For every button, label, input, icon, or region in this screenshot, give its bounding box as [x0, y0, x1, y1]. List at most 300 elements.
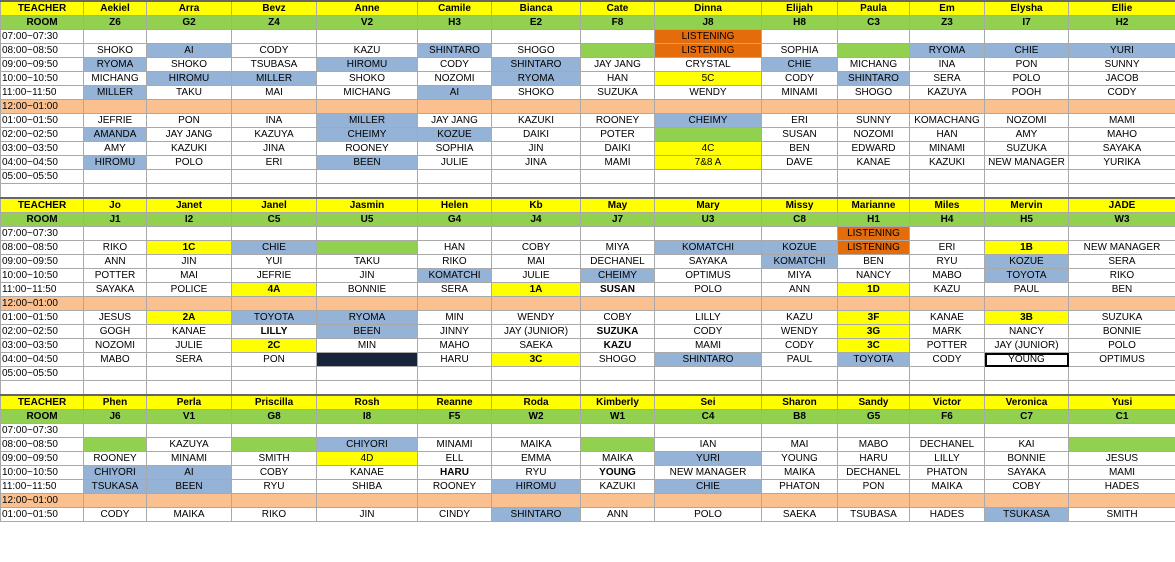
- class-cell[interactable]: [581, 30, 655, 44]
- class-cell[interactable]: RIKO: [84, 241, 147, 255]
- time-slot-cell[interactable]: 11:00~11:50: [1, 86, 84, 100]
- room-cell[interactable]: B8: [762, 410, 838, 424]
- lunch-cell[interactable]: [147, 297, 232, 311]
- class-cell[interactable]: NEW MANAGER: [655, 466, 762, 480]
- class-cell[interactable]: KAZUKI: [910, 156, 985, 170]
- time-slot-cell[interactable]: 09:00~09:50: [1, 58, 84, 72]
- class-cell[interactable]: KOMATCHI: [762, 255, 838, 269]
- class-cell[interactable]: MAHO: [1069, 128, 1175, 142]
- lunch-cell[interactable]: [581, 494, 655, 508]
- time-slot-cell[interactable]: [1, 184, 84, 199]
- class-cell[interactable]: [655, 184, 762, 199]
- class-cell[interactable]: CRYSTAL: [655, 58, 762, 72]
- time-slot-cell[interactable]: 04:00~04:50: [1, 353, 84, 367]
- lunch-cell[interactable]: [762, 100, 838, 114]
- class-cell[interactable]: 1B: [985, 241, 1069, 255]
- class-cell[interactable]: PON: [147, 114, 232, 128]
- class-cell[interactable]: YUI: [232, 255, 317, 269]
- class-cell[interactable]: MAI: [147, 269, 232, 283]
- class-cell[interactable]: ROONEY: [418, 480, 492, 494]
- class-cell[interactable]: [581, 184, 655, 199]
- class-cell[interactable]: SUNNY: [1069, 58, 1175, 72]
- class-cell[interactable]: POLO: [655, 508, 762, 522]
- room-header-cell[interactable]: ROOM: [1, 16, 84, 30]
- class-cell[interactable]: [910, 170, 985, 184]
- time-slot-cell[interactable]: 10:00~10:50: [1, 466, 84, 480]
- class-cell[interactable]: AI: [147, 44, 232, 58]
- class-cell[interactable]: [147, 184, 232, 199]
- class-cell[interactable]: CODY: [762, 339, 838, 353]
- class-cell[interactable]: LISTENING: [655, 44, 762, 58]
- class-cell[interactable]: [492, 424, 581, 438]
- class-cell[interactable]: KAZUKI: [581, 480, 655, 494]
- class-cell[interactable]: SHINTARO: [492, 58, 581, 72]
- room-cell[interactable]: J6: [84, 410, 147, 424]
- class-cell[interactable]: [317, 30, 418, 44]
- class-cell[interactable]: 1D: [838, 283, 910, 297]
- class-cell[interactable]: JAY (JUNIOR): [985, 339, 1069, 353]
- class-cell[interactable]: [985, 367, 1069, 381]
- teacher-cell[interactable]: Anne: [317, 1, 418, 16]
- class-cell[interactable]: KANAE: [317, 466, 418, 480]
- teacher-cell[interactable]: Em: [910, 1, 985, 16]
- class-cell[interactable]: LILLY: [232, 325, 317, 339]
- class-cell[interactable]: NOZOMI: [838, 128, 910, 142]
- time-slot-cell[interactable]: 05:00~05:50: [1, 367, 84, 381]
- room-cell[interactable]: H5: [985, 213, 1069, 227]
- class-cell[interactable]: ERI: [232, 156, 317, 170]
- class-cell[interactable]: RIKO: [418, 255, 492, 269]
- class-cell[interactable]: [581, 381, 655, 396]
- class-cell[interactable]: [418, 227, 492, 241]
- class-cell[interactable]: PON: [985, 58, 1069, 72]
- time-slot-cell[interactable]: 11:00~11:50: [1, 283, 84, 297]
- class-cell[interactable]: [84, 30, 147, 44]
- class-cell[interactable]: JEFRIE: [84, 114, 147, 128]
- class-cell[interactable]: [84, 381, 147, 396]
- class-cell[interactable]: RYU: [492, 466, 581, 480]
- class-cell[interactable]: PAUL: [985, 283, 1069, 297]
- class-cell[interactable]: [655, 367, 762, 381]
- class-cell[interactable]: ROONEY: [581, 114, 655, 128]
- teacher-cell[interactable]: Rosh: [317, 395, 418, 410]
- class-cell[interactable]: TOYOTA: [838, 353, 910, 367]
- class-cell[interactable]: [1069, 170, 1175, 184]
- class-cell[interactable]: SOPHIA: [418, 142, 492, 156]
- room-cell[interactable]: C7: [985, 410, 1069, 424]
- class-cell[interactable]: [418, 424, 492, 438]
- class-cell[interactable]: CODY: [84, 508, 147, 522]
- class-cell[interactable]: MILLER: [232, 72, 317, 86]
- class-cell[interactable]: MAIKA: [147, 508, 232, 522]
- class-cell[interactable]: MAIKA: [492, 438, 581, 452]
- class-cell[interactable]: 5C: [655, 72, 762, 86]
- class-cell[interactable]: [838, 30, 910, 44]
- class-cell[interactable]: MINAMI: [418, 438, 492, 452]
- lunch-cell[interactable]: [910, 297, 985, 311]
- class-cell[interactable]: 1C: [147, 241, 232, 255]
- class-cell[interactable]: CINDY: [418, 508, 492, 522]
- class-cell[interactable]: [581, 227, 655, 241]
- room-cell[interactable]: Z4: [232, 16, 317, 30]
- lunch-cell[interactable]: [492, 494, 581, 508]
- teacher-cell[interactable]: May: [581, 198, 655, 213]
- class-cell[interactable]: RIKO: [1069, 269, 1175, 283]
- class-cell[interactable]: ROONEY: [84, 452, 147, 466]
- class-cell[interactable]: HAN: [910, 128, 985, 142]
- class-cell[interactable]: JINA: [492, 156, 581, 170]
- lunch-cell[interactable]: [985, 494, 1069, 508]
- teacher-cell[interactable]: Cate: [581, 1, 655, 16]
- class-cell[interactable]: MABO: [84, 353, 147, 367]
- class-cell[interactable]: DECHANEL: [581, 255, 655, 269]
- class-cell[interactable]: MIYA: [581, 241, 655, 255]
- class-cell[interactable]: HAN: [418, 241, 492, 255]
- class-cell[interactable]: JEFRIE: [232, 269, 317, 283]
- class-cell[interactable]: [1069, 30, 1175, 44]
- time-slot-cell[interactable]: 05:00~05:50: [1, 170, 84, 184]
- class-cell[interactable]: COBY: [492, 241, 581, 255]
- time-slot-cell[interactable]: 08:00~08:50: [1, 44, 84, 58]
- class-cell[interactable]: ANN: [581, 508, 655, 522]
- lunch-cell[interactable]: [1069, 100, 1175, 114]
- class-cell[interactable]: [418, 30, 492, 44]
- class-cell[interactable]: [910, 227, 985, 241]
- teacher-header-cell[interactable]: TEACHER: [1, 1, 84, 16]
- class-cell[interactable]: [910, 184, 985, 199]
- class-cell[interactable]: MIN: [317, 339, 418, 353]
- class-cell[interactable]: CODY: [232, 44, 317, 58]
- class-cell[interactable]: JESUS: [84, 311, 147, 325]
- lunch-cell[interactable]: [84, 494, 147, 508]
- class-cell[interactable]: [84, 227, 147, 241]
- class-cell[interactable]: [147, 381, 232, 396]
- class-cell[interactable]: NOZOMI: [84, 339, 147, 353]
- class-cell[interactable]: MICHANG: [838, 58, 910, 72]
- class-cell[interactable]: [84, 367, 147, 381]
- class-cell[interactable]: POTTER: [84, 269, 147, 283]
- class-cell[interactable]: SHOGO: [581, 353, 655, 367]
- class-cell[interactable]: LISTENING: [838, 241, 910, 255]
- class-cell[interactable]: KAZUKI: [492, 114, 581, 128]
- room-cell[interactable]: F6: [910, 410, 985, 424]
- time-slot-cell[interactable]: 03:00~03:50: [1, 339, 84, 353]
- room-cell[interactable]: F8: [581, 16, 655, 30]
- class-cell[interactable]: [84, 424, 147, 438]
- class-cell[interactable]: MAI: [232, 86, 317, 100]
- class-cell[interactable]: [762, 30, 838, 44]
- lunch-cell[interactable]: [838, 100, 910, 114]
- class-cell[interactable]: SUNNY: [838, 114, 910, 128]
- class-cell[interactable]: ROONEY: [317, 142, 418, 156]
- class-cell[interactable]: KAZU: [581, 339, 655, 353]
- class-cell[interactable]: [317, 381, 418, 396]
- class-cell[interactable]: [655, 227, 762, 241]
- class-cell[interactable]: 3C: [492, 353, 581, 367]
- class-cell[interactable]: SUSAN: [762, 128, 838, 142]
- teacher-cell[interactable]: Sharon: [762, 395, 838, 410]
- class-cell[interactable]: 2C: [232, 339, 317, 353]
- class-cell[interactable]: 3B: [985, 311, 1069, 325]
- room-cell[interactable]: W3: [1069, 213, 1175, 227]
- room-cell[interactable]: C5: [232, 213, 317, 227]
- lunch-cell[interactable]: [1069, 297, 1175, 311]
- room-cell[interactable]: G8: [232, 410, 317, 424]
- class-cell[interactable]: MAMI: [1069, 466, 1175, 480]
- room-cell[interactable]: H8: [762, 16, 838, 30]
- time-slot-cell[interactable]: 01:00~01:50: [1, 311, 84, 325]
- teacher-cell[interactable]: Helen: [418, 198, 492, 213]
- teacher-cell[interactable]: Mary: [655, 198, 762, 213]
- class-cell[interactable]: [84, 170, 147, 184]
- class-cell[interactable]: [985, 381, 1069, 396]
- room-cell[interactable]: W1: [581, 410, 655, 424]
- class-cell[interactable]: ANN: [762, 283, 838, 297]
- class-cell[interactable]: [492, 381, 581, 396]
- class-cell[interactable]: [985, 184, 1069, 199]
- class-cell[interactable]: [147, 227, 232, 241]
- teacher-cell[interactable]: Reanne: [418, 395, 492, 410]
- room-cell[interactable]: J8: [655, 16, 762, 30]
- class-cell[interactable]: [418, 184, 492, 199]
- teacher-cell[interactable]: Phen: [84, 395, 147, 410]
- class-cell[interactable]: BEN: [762, 142, 838, 156]
- teacher-header-cell[interactable]: TEACHER: [1, 395, 84, 410]
- class-cell[interactable]: [84, 438, 147, 452]
- class-cell[interactable]: MILLER: [317, 114, 418, 128]
- lunch-cell[interactable]: [418, 100, 492, 114]
- lunch-cell[interactable]: [655, 297, 762, 311]
- lunch-cell[interactable]: [232, 297, 317, 311]
- class-cell[interactable]: CHIE: [655, 480, 762, 494]
- class-cell[interactable]: AMANDA: [84, 128, 147, 142]
- class-cell[interactable]: [418, 367, 492, 381]
- class-cell[interactable]: KAZUYA: [232, 128, 317, 142]
- class-cell[interactable]: CHEIMY: [655, 114, 762, 128]
- class-cell[interactable]: [84, 184, 147, 199]
- class-cell[interactable]: SHOKO: [147, 58, 232, 72]
- class-cell[interactable]: SUZUKA: [581, 86, 655, 100]
- class-cell[interactable]: CODY: [418, 58, 492, 72]
- class-cell[interactable]: HARU: [418, 353, 492, 367]
- class-cell[interactable]: [985, 170, 1069, 184]
- teacher-cell[interactable]: Victor: [910, 395, 985, 410]
- teacher-cell[interactable]: Kb: [492, 198, 581, 213]
- class-cell[interactable]: YURIKA: [1069, 156, 1175, 170]
- class-cell[interactable]: SMITH: [1069, 508, 1175, 522]
- class-cell[interactable]: AMY: [84, 142, 147, 156]
- class-cell[interactable]: 2A: [147, 311, 232, 325]
- class-cell[interactable]: INA: [910, 58, 985, 72]
- class-cell[interactable]: [581, 367, 655, 381]
- class-cell[interactable]: TAKU: [317, 255, 418, 269]
- class-cell[interactable]: MINAMI: [147, 452, 232, 466]
- lunch-cell[interactable]: [581, 100, 655, 114]
- room-cell[interactable]: U5: [317, 213, 418, 227]
- class-cell[interactable]: YOUNG: [985, 353, 1069, 367]
- class-cell[interactable]: [762, 381, 838, 396]
- room-cell[interactable]: Z3: [910, 16, 985, 30]
- class-cell[interactable]: SAEKA: [762, 508, 838, 522]
- class-cell[interactable]: SERA: [910, 72, 985, 86]
- class-cell[interactable]: LISTENING: [838, 227, 910, 241]
- class-cell[interactable]: KAI: [985, 438, 1069, 452]
- teacher-cell[interactable]: Aekiel: [84, 1, 147, 16]
- class-cell[interactable]: YURI: [1069, 44, 1175, 58]
- teacher-cell[interactable]: Missy: [762, 198, 838, 213]
- class-cell[interactable]: KAZUKI: [147, 142, 232, 156]
- class-cell[interactable]: HARU: [418, 466, 492, 480]
- class-cell[interactable]: OPTIMUS: [655, 269, 762, 283]
- class-cell[interactable]: LILLY: [910, 452, 985, 466]
- class-cell[interactable]: SUSAN: [581, 283, 655, 297]
- class-cell[interactable]: RYOMA: [910, 44, 985, 58]
- class-cell[interactable]: RIKO: [232, 508, 317, 522]
- class-cell[interactable]: [317, 424, 418, 438]
- class-cell[interactable]: [581, 44, 655, 58]
- room-cell[interactable]: I7: [985, 16, 1069, 30]
- class-cell[interactable]: CHEIMY: [581, 269, 655, 283]
- class-cell[interactable]: HAN: [581, 72, 655, 86]
- class-cell[interactable]: [1069, 381, 1175, 396]
- time-slot-cell[interactable]: [1, 381, 84, 396]
- room-cell[interactable]: G5: [838, 410, 910, 424]
- teacher-cell[interactable]: JADE: [1069, 198, 1175, 213]
- teacher-cell[interactable]: Priscilla: [232, 395, 317, 410]
- class-cell[interactable]: MAHO: [418, 339, 492, 353]
- class-cell[interactable]: DAIKI: [492, 128, 581, 142]
- teacher-cell[interactable]: Veronica: [985, 395, 1069, 410]
- class-cell[interactable]: JINA: [232, 142, 317, 156]
- class-cell[interactable]: SHOKO: [317, 72, 418, 86]
- teacher-cell[interactable]: Jasmin: [317, 198, 418, 213]
- class-cell[interactable]: BONNIE: [317, 283, 418, 297]
- class-cell[interactable]: KANAE: [838, 156, 910, 170]
- class-cell[interactable]: NANCY: [838, 269, 910, 283]
- class-cell[interactable]: SMITH: [232, 452, 317, 466]
- lunch-cell[interactable]: [655, 100, 762, 114]
- class-cell[interactable]: 3G: [838, 325, 910, 339]
- class-cell[interactable]: JAY (JUNIOR): [492, 325, 581, 339]
- class-cell[interactable]: 4A: [232, 283, 317, 297]
- lunch-cell[interactable]: [762, 297, 838, 311]
- class-cell[interactable]: RYOMA: [492, 72, 581, 86]
- room-cell[interactable]: E2: [492, 16, 581, 30]
- class-cell[interactable]: SHINTARO: [492, 508, 581, 522]
- class-cell[interactable]: JINNY: [418, 325, 492, 339]
- class-cell[interactable]: [581, 424, 655, 438]
- class-cell[interactable]: JAY JANG: [147, 128, 232, 142]
- class-cell[interactable]: MAIKA: [762, 466, 838, 480]
- class-cell[interactable]: [232, 184, 317, 199]
- class-cell[interactable]: IAN: [655, 438, 762, 452]
- time-slot-cell[interactable]: 09:00~09:50: [1, 452, 84, 466]
- teacher-cell[interactable]: Mervin: [985, 198, 1069, 213]
- room-cell[interactable]: H1: [838, 213, 910, 227]
- class-cell[interactable]: DECHANEL: [910, 438, 985, 452]
- class-cell[interactable]: [655, 381, 762, 396]
- class-cell[interactable]: JESUS: [1069, 452, 1175, 466]
- lunch-cell[interactable]: [84, 297, 147, 311]
- class-cell[interactable]: [317, 353, 418, 367]
- class-cell[interactable]: YOUNG: [581, 466, 655, 480]
- teacher-cell[interactable]: Bianca: [492, 1, 581, 16]
- class-cell[interactable]: PHATON: [762, 480, 838, 494]
- class-cell[interactable]: PON: [838, 480, 910, 494]
- class-cell[interactable]: AI: [147, 466, 232, 480]
- class-cell[interactable]: POLO: [655, 283, 762, 297]
- class-cell[interactable]: KOMACHANG: [910, 114, 985, 128]
- class-cell[interactable]: PHATON: [910, 466, 985, 480]
- class-cell[interactable]: SHINTARO: [418, 44, 492, 58]
- class-cell[interactable]: SHIBA: [317, 480, 418, 494]
- class-cell[interactable]: [1069, 424, 1175, 438]
- class-cell[interactable]: POLO: [147, 156, 232, 170]
- room-cell[interactable]: I8: [317, 410, 418, 424]
- time-slot-cell[interactable]: 09:00~09:50: [1, 255, 84, 269]
- class-cell[interactable]: CODY: [655, 325, 762, 339]
- class-cell[interactable]: SAYAKA: [84, 283, 147, 297]
- class-cell[interactable]: BONNIE: [985, 452, 1069, 466]
- room-cell[interactable]: Z6: [84, 16, 147, 30]
- class-cell[interactable]: [317, 227, 418, 241]
- time-slot-cell[interactable]: 03:00~03:50: [1, 142, 84, 156]
- class-cell[interactable]: DECHANEL: [838, 466, 910, 480]
- lunch-cell[interactable]: [147, 100, 232, 114]
- lunch-cell[interactable]: [655, 494, 762, 508]
- teacher-cell[interactable]: Camile: [418, 1, 492, 16]
- class-cell[interactable]: POLICE: [147, 283, 232, 297]
- class-cell[interactable]: [985, 227, 1069, 241]
- class-cell[interactable]: KOZUE: [985, 255, 1069, 269]
- class-cell[interactable]: ANN: [84, 255, 147, 269]
- room-cell[interactable]: C4: [655, 410, 762, 424]
- lunch-time-cell[interactable]: 12:00~01:00: [1, 297, 84, 311]
- lunch-time-cell[interactable]: 12:00~01:00: [1, 494, 84, 508]
- class-cell[interactable]: [655, 424, 762, 438]
- teacher-header-cell[interactable]: TEACHER: [1, 198, 84, 213]
- class-cell[interactable]: AMY: [985, 128, 1069, 142]
- class-cell[interactable]: MINAMI: [910, 142, 985, 156]
- class-cell[interactable]: [418, 381, 492, 396]
- class-cell[interactable]: SAEKA: [492, 339, 581, 353]
- class-cell[interactable]: MAMI: [581, 156, 655, 170]
- class-cell[interactable]: BEEN: [317, 156, 418, 170]
- class-cell[interactable]: HADES: [910, 508, 985, 522]
- teacher-cell[interactable]: Jo: [84, 198, 147, 213]
- class-cell[interactable]: JULIE: [418, 156, 492, 170]
- class-cell[interactable]: JAY JANG: [418, 114, 492, 128]
- class-cell[interactable]: [762, 184, 838, 199]
- class-cell[interactable]: [418, 170, 492, 184]
- class-cell[interactable]: ELL: [418, 452, 492, 466]
- class-cell[interactable]: CHIYORI: [317, 438, 418, 452]
- room-cell[interactable]: W2: [492, 410, 581, 424]
- class-cell[interactable]: JULIE: [492, 269, 581, 283]
- room-cell[interactable]: U3: [655, 213, 762, 227]
- teacher-cell[interactable]: Elijah: [762, 1, 838, 16]
- class-cell[interactable]: EDWARD: [838, 142, 910, 156]
- lunch-cell[interactable]: [317, 297, 418, 311]
- class-cell[interactable]: ERI: [910, 241, 985, 255]
- class-cell[interactable]: 1A: [492, 283, 581, 297]
- time-slot-cell[interactable]: 01:00~01:50: [1, 508, 84, 522]
- class-cell[interactable]: PAUL: [762, 353, 838, 367]
- teacher-cell[interactable]: Sandy: [838, 395, 910, 410]
- class-cell[interactable]: SHOGO: [492, 44, 581, 58]
- room-cell[interactable]: V1: [147, 410, 232, 424]
- class-cell[interactable]: 4C: [655, 142, 762, 156]
